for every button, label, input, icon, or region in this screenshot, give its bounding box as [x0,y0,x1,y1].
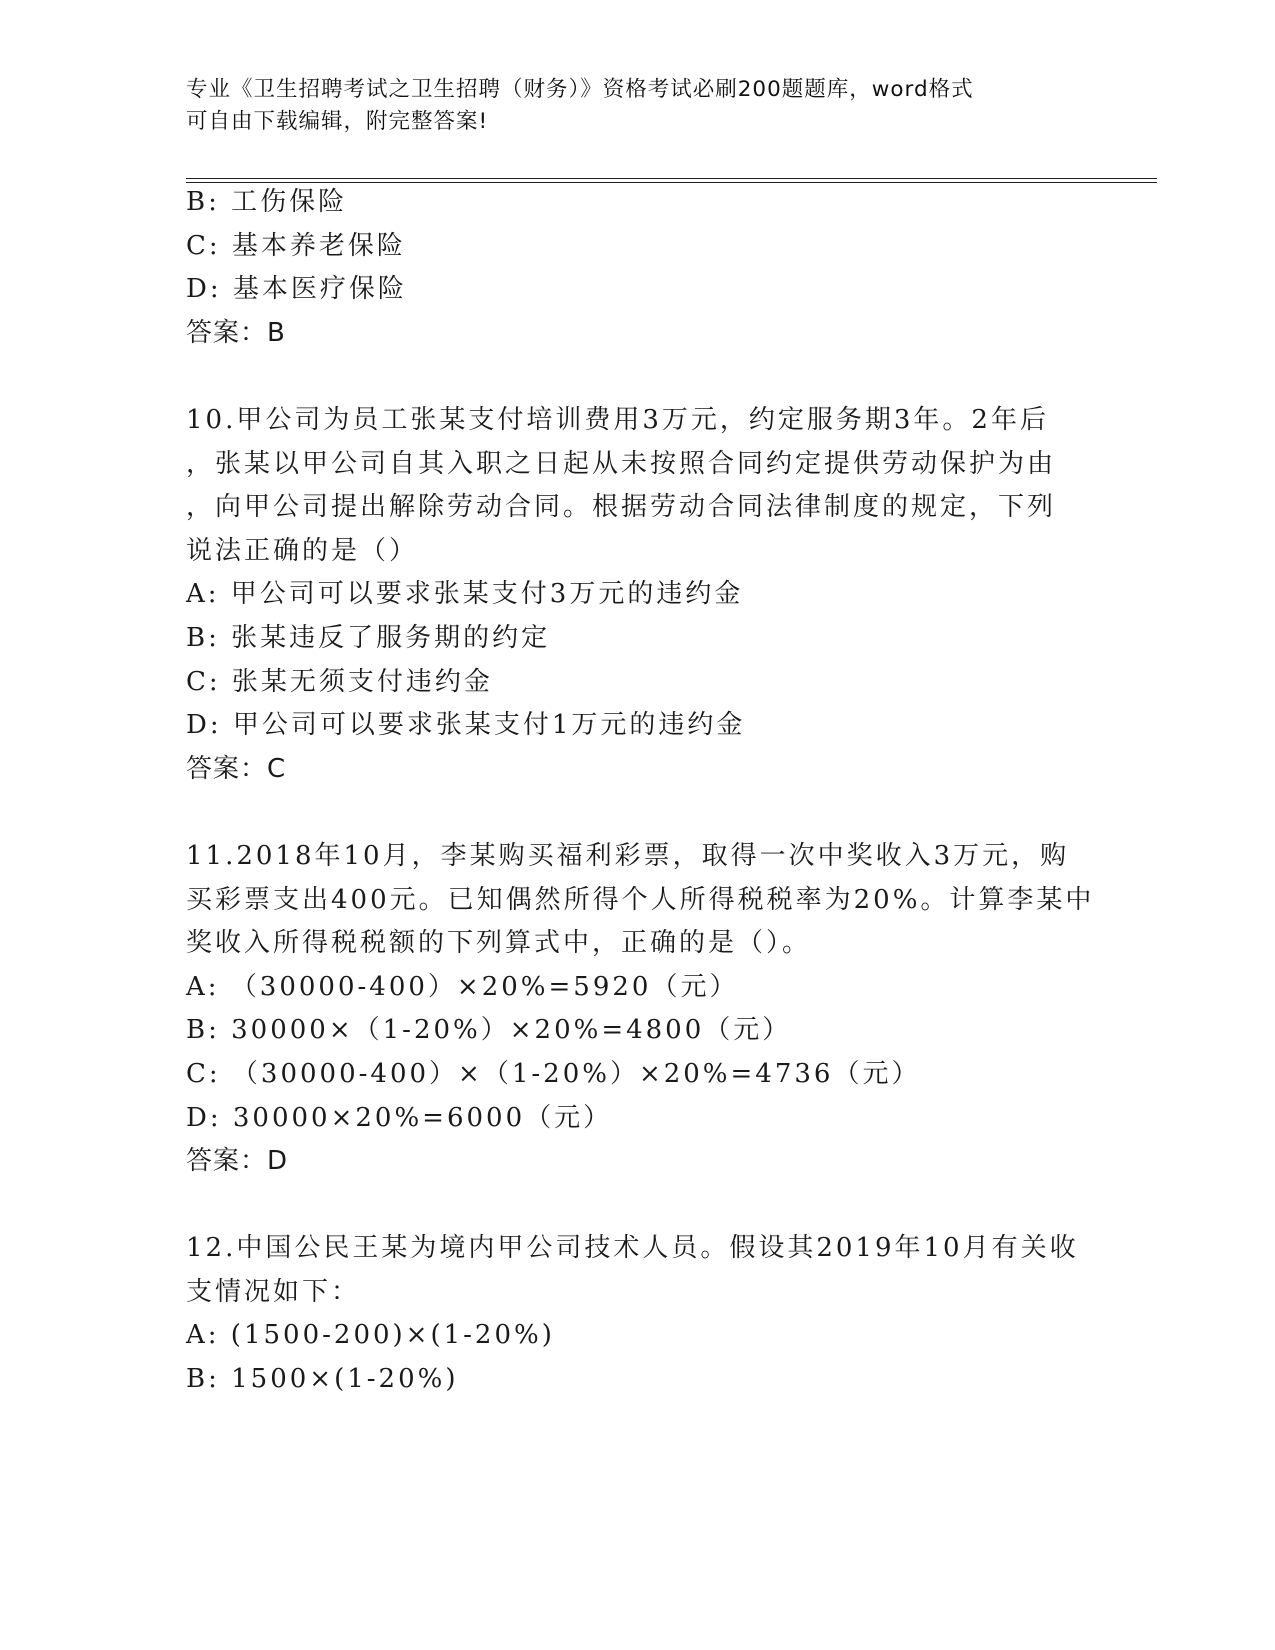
q10-option-d: D: 甲公司可以要求张某支付1万元的违约金 [186,710,746,740]
q11-answer: 答案：D [186,1146,289,1176]
q10-stem-line-2: ，张某以甲公司自其入职之日起从未按照合同约定提供劳动保护为由 [186,449,1057,479]
q11-stem-line-2: 买彩票支出400元。已知偶然所得个人所得税税率为20%。计算李某中 [186,885,1095,915]
q12-stem-line-2: 支情况如下： [186,1277,361,1307]
q10-stem-line-4: 说法正确的是（） [186,536,419,566]
q10-option-b: B: 张某违反了服务期的约定 [186,623,551,653]
q9-option-c: C: 基本养老保险 [186,231,406,261]
q11-stem-line-3: 奖收入所得税税额的下列算式中，正确的是（）。 [186,928,812,958]
q11-option-b: B: 30000×（1-20%）×20%=4800（元） [186,1015,792,1045]
q10-answer: 答案：C [186,754,287,784]
q11-stem-line-1: 11.2018年10月，李某购买福利彩票，取得一次中奖收入3万元，购 [186,841,1070,871]
q9-answer: 答案：B [186,318,286,348]
q11-option-d: D: 30000×20%=6000（元） [186,1103,613,1133]
q11-option-a: A: （30000-400）×20%=5920（元） [186,972,739,1002]
document-header [186,74,1086,138]
q12-option-b: B: 1500×(1-20%) [186,1364,459,1394]
q9-option-d: D: 基本医疗保险 [186,274,407,304]
header-divider-bottom [186,182,1157,183]
q9-option-b: B: 工伤保险 [186,187,348,217]
q10-option-a: A: 甲公司可以要求张某支付3万元的违约金 [186,579,744,609]
header-title-line-2: 可自由下载编辑，附完整答案! [186,109,489,134]
q10-option-c: C: 张某无须支付违约金 [186,667,493,697]
header-divider-top [186,178,1157,179]
q11-option-c: C: （30000-400）×（1-20%）×20%=4736（元） [186,1059,921,1089]
header-title-line-1: 专业《卫生招聘考试之卫生招聘（财务）》资格考试必刷200题题库，word格式 [186,77,974,102]
q10-stem-line-3: ，向甲公司提出解除劳动合同。根据劳动合同法律制度的规定，下列 [186,492,1057,522]
q12-stem-line-1: 12.中国公民王某为境内甲公司技术人员。假设其2019年10月有关收 [186,1233,1079,1263]
q12-option-a: A: (1500-200)×(1-20%) [186,1320,555,1350]
q10-stem-line-1: 10.甲公司为员工张某支付培训费用3万元，约定服务期3年。2年后 [186,405,1049,435]
